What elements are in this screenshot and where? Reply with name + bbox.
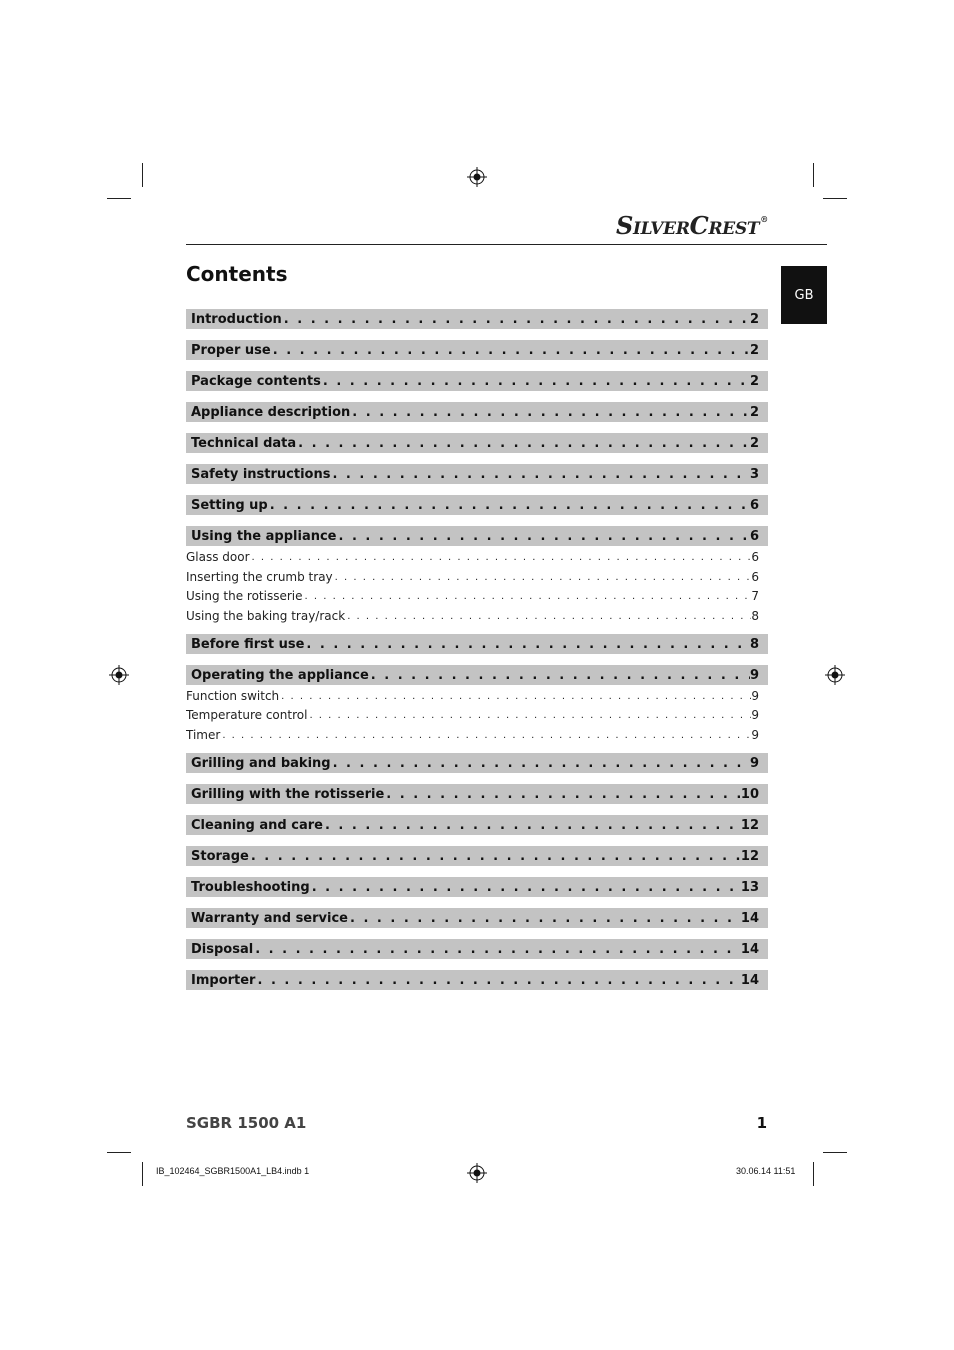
toc-subentry (186, 548, 768, 566)
toc-label: Grilling with the rotisserie (191, 786, 385, 802)
toc-label: Technical data (191, 435, 297, 451)
toc-page-number: 9 (749, 667, 759, 683)
toc-entry (186, 753, 768, 773)
crop-mark-top-left-horizontal (107, 198, 131, 199)
toc-label: Grilling and baking (191, 755, 331, 771)
toc-leader-dots (330, 467, 750, 482)
toc-leader-dots (384, 787, 741, 802)
toc-entry (186, 495, 768, 515)
brand-logo-part: S (615, 211, 633, 240)
toc-page-number: 7 (751, 589, 759, 603)
toc-page-number: 12 (740, 848, 759, 864)
toc-leader-dots (307, 710, 751, 721)
toc-label: Troubleshooting (191, 879, 310, 895)
toc-label: Appliance description (191, 404, 351, 420)
toc-page-number: 2 (749, 373, 759, 389)
toc-leader-dots (249, 849, 741, 864)
toc-leader-dots (331, 756, 750, 771)
registered-mark: ® (760, 214, 768, 224)
toc-label: Timer (186, 728, 221, 742)
toc-leader-dots (253, 942, 741, 957)
toc-entry (186, 634, 768, 654)
toc-label: Function switch (186, 689, 280, 703)
toc-page-number: 6 (749, 528, 759, 544)
toc-subentry (186, 607, 768, 625)
crop-mark-bottom-left-vertical (142, 1162, 143, 1186)
toc-leader-dots (255, 973, 740, 988)
crop-mark-top-left-vertical (142, 163, 143, 187)
toc-page-number: 14 (740, 910, 759, 926)
toc-entry (186, 939, 768, 959)
toc-leader-dots (337, 529, 750, 544)
slug-date: 30.06.14 11:51 (736, 1166, 796, 1176)
toc-label: Inserting the crumb tray (186, 570, 333, 584)
registration-mark-icon (825, 665, 845, 685)
toc-page-number: 3 (749, 466, 759, 482)
toc-page-number: 10 (740, 786, 759, 802)
toc-label: Before first use (191, 636, 305, 652)
toc-page-number: 9 (751, 689, 759, 703)
toc-subentry (186, 568, 768, 586)
toc-label: Using the rotisserie (186, 589, 303, 603)
toc-label: Storage (191, 848, 249, 864)
toc-page-number: 13 (740, 879, 759, 895)
toc-subentry (186, 706, 768, 724)
toc-label: Setting up (191, 497, 268, 513)
toc-page-number: 2 (749, 342, 759, 358)
crop-mark-bottom-right-vertical (813, 1162, 814, 1186)
toc-page-number: 8 (751, 609, 759, 623)
toc-label: Operating the appliance (191, 667, 369, 683)
toc-entry (186, 371, 768, 391)
brand-logo (600, 211, 768, 240)
footer-model: SGBR 1500 A1 (186, 1114, 307, 1132)
toc-page-number: 9 (749, 755, 759, 771)
toc-label: Temperature control (186, 708, 308, 722)
toc-entry (186, 433, 768, 453)
toc-page-number: 9 (751, 728, 759, 742)
toc-leader-dots (271, 343, 750, 358)
crop-mark-bottom-right-horizontal (823, 1152, 847, 1153)
toc-page-number: 12 (740, 817, 759, 833)
toc-entry (186, 402, 768, 422)
footer-page-number: 1 (756, 1114, 767, 1132)
toc-label: Using the baking tray/rack (186, 609, 346, 623)
toc-entry (186, 815, 768, 835)
toc-label: Glass door (186, 550, 250, 564)
toc-entry (186, 309, 768, 329)
toc-entry (186, 526, 768, 546)
toc-page-number: 14 (740, 941, 759, 957)
toc-page-number: 6 (751, 570, 759, 584)
page-title: Contents (186, 262, 288, 286)
toc-leader-dots (250, 552, 752, 563)
toc-entry (186, 908, 768, 928)
toc-leader-dots (345, 611, 751, 622)
toc-entry (186, 846, 768, 866)
toc-entry (186, 877, 768, 897)
toc-label: Importer (191, 972, 256, 988)
toc-page-number: 2 (749, 311, 759, 327)
brand-logo-part: ILVER (632, 219, 690, 239)
toc-leader-dots (321, 374, 750, 389)
registration-mark-icon (109, 665, 129, 685)
toc-label: Introduction (191, 311, 282, 327)
toc-leader-dots (348, 911, 741, 926)
toc-label: Proper use (191, 342, 271, 358)
toc-subentry (186, 587, 768, 605)
toc-label: Package contents (191, 373, 321, 389)
toc-leader-dots (220, 730, 751, 741)
crop-mark-top-right-horizontal (823, 198, 847, 199)
toc-label: Safety instructions (191, 466, 331, 482)
toc-entry (186, 784, 768, 804)
brand-logo-part: REST (708, 219, 760, 239)
toc-leader-dots (310, 880, 741, 895)
toc-subentry (186, 687, 768, 705)
toc-label: Disposal (191, 941, 254, 957)
toc-page-number: 9 (751, 708, 759, 722)
crop-mark-bottom-left-horizontal (107, 1152, 131, 1153)
toc-subentry (186, 726, 768, 744)
toc-leader-dots (268, 498, 750, 513)
toc-page-number: 14 (740, 972, 759, 988)
toc-page-number: 2 (749, 404, 759, 420)
toc-page-number: 8 (749, 636, 759, 652)
toc-leader-dots (296, 436, 750, 451)
toc-label: Cleaning and care (191, 817, 323, 833)
registration-mark-icon (467, 1163, 487, 1183)
toc-entry (186, 340, 768, 360)
toc-page-number: 6 (749, 497, 759, 513)
registration-mark-icon (467, 167, 487, 187)
toc-leader-dots (323, 818, 741, 833)
toc-label: Using the appliance (191, 528, 337, 544)
slug-file: IB_102464_SGBR1500A1_LB4.indb 1 (156, 1166, 310, 1176)
toc-leader-dots (279, 691, 751, 702)
toc-entry (186, 665, 768, 685)
toc-leader-dots (282, 312, 750, 327)
toc-label: Warranty and service (191, 910, 348, 926)
toc-leader-dots (333, 572, 752, 583)
toc-entry (186, 970, 768, 990)
toc-page-number: 2 (749, 435, 759, 451)
language-tab: GB (781, 266, 827, 324)
toc-leader-dots (303, 591, 752, 602)
crop-mark-top-right-vertical (813, 163, 814, 187)
toc-leader-dots (350, 405, 750, 420)
toc-leader-dots (369, 668, 750, 683)
toc-leader-dots (304, 637, 750, 652)
toc-entry (186, 464, 768, 484)
header-rule (186, 244, 827, 245)
toc-page-number: 6 (751, 550, 759, 564)
brand-logo-part: C (689, 211, 709, 240)
